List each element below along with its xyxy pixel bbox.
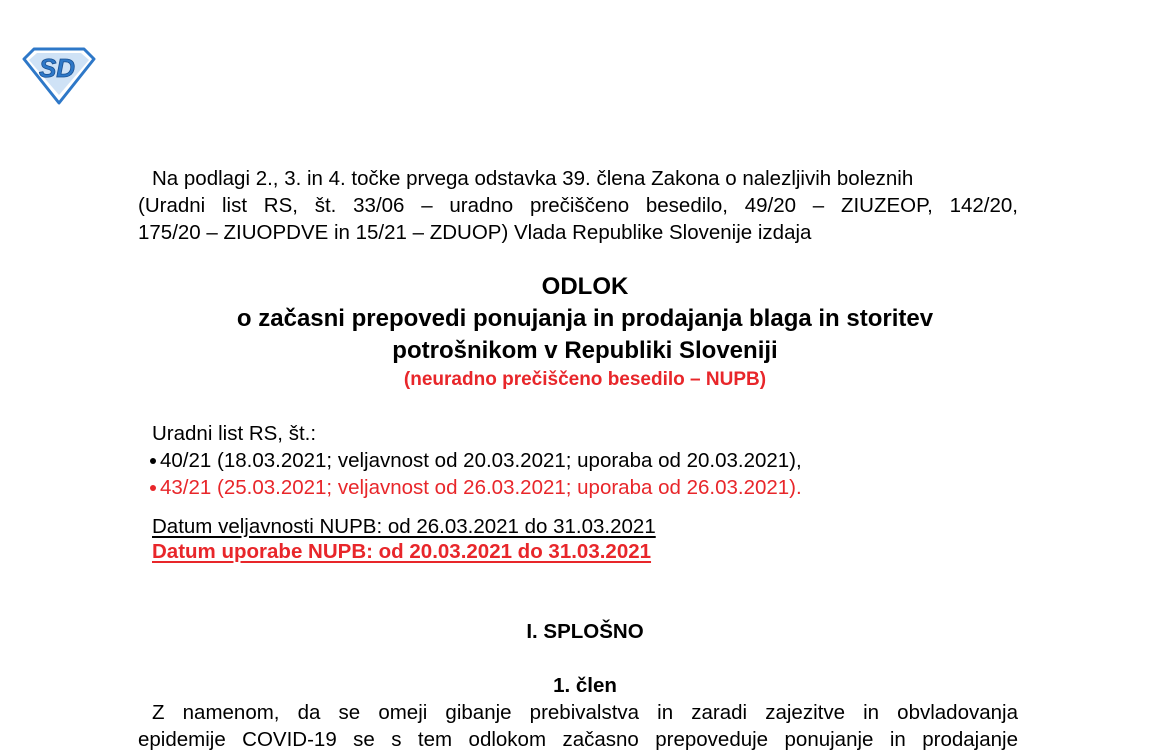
gazette-label: Uradni list RS, št.:	[152, 422, 317, 445]
preamble-line-2: (Uradni list RS, št. 33/06 – uradno prečiščeno besedilo, 49/20 – ZIUZEOP, 142/20,	[138, 194, 1018, 217]
gazette-item-2: 43/21 (25.03.2021; veljavnost od 26.03.2021; uporaba od 26.03.2021).	[148, 476, 802, 500]
gazette-item-1: 40/21 (18.03.2021; veljavnost od 20.03.2021; uporaba od 20.03.2021),	[148, 449, 802, 473]
application-date: Datum uporabe NUPB: od 20.03.2021 do 31.03.2021	[152, 540, 652, 563]
preamble-line-1: Na podlagi 2., 3. in 4. točke prvega odstavka 39. člena Zakona o nalezljivih boleznih	[152, 167, 914, 190]
sd-logo-icon	[20, 45, 98, 105]
section-heading: I. SPLOŠNO	[526, 620, 644, 643]
svg-text:SD: SD	[38, 53, 76, 83]
validity-date: Datum veljavnosti NUPB: od 26.03.2021 do 31.03.2021	[152, 515, 656, 538]
document-note: (neuradno prečiščeno besedilo – NUPB)	[403, 369, 767, 390]
bullet-icon	[150, 485, 156, 491]
document-title-line-2: o začasni prepovedi ponujanja in prodajanja blaga in storitev	[236, 305, 934, 332]
article-heading: 1. člen	[553, 674, 617, 697]
document-title: ODLOK	[541, 273, 629, 300]
preamble-line-3: 175/20 – ZIUOPDVE in 15/21 – ZDUOP) Vlada Republike Slovenije izdaja	[138, 221, 812, 244]
article-line-2: epidemije COVID-19 se s tem odlokom začasno prepoveduje ponujanje in prodajanje	[138, 728, 1018, 751]
article-line-1: Z namenom, da se omeji gibanje prebivalstva in zaradi zajezitve in obvladovanja	[152, 701, 1018, 724]
document-title-line-3: potrošnikom v Republiki Sloveniji	[392, 337, 778, 364]
bullet-icon	[150, 458, 156, 464]
